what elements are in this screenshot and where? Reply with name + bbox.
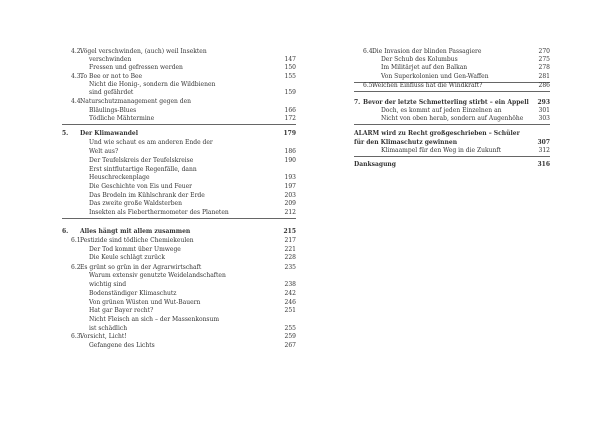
toc-entry-title: Welchen Einfluss hat die Windkraft? (372, 82, 483, 89)
toc-entry-page: 186 (284, 148, 296, 155)
toc-entry-title: für den Klimaschutz gewinnen (354, 139, 458, 146)
toc-entry (62, 227, 296, 236)
toc-entry-title: Es grünt so grün in der Agrarwirtschaft (80, 264, 202, 271)
toc-entry-number: 6.4. (363, 48, 375, 55)
toc-entry-title: Pestizide sind tödliche Chemiekeulen (80, 237, 194, 244)
toc-entry (62, 97, 296, 106)
toc-entry-title: Vögel verschwinden, (auch) weil Insekten (80, 48, 207, 55)
toc-entry (354, 129, 550, 138)
toc-entry-page: 215 (283, 228, 296, 235)
toc-entry-number: 4.3. (71, 73, 83, 80)
toc-entry-page: 278 (538, 64, 550, 71)
toc-entry-page: 316 (537, 161, 550, 168)
toc-entry-page: 286 (538, 82, 550, 89)
toc-entry (62, 88, 296, 97)
toc-entry-title: Naturschutzmanagement gegen den (80, 98, 192, 105)
toc-entry-page: 235 (284, 264, 296, 271)
toc-entry-number: 6.2. (71, 264, 83, 271)
toc-entry-page: 251 (284, 307, 296, 314)
toc-entry-title: Klimaampel für den Weg in die Zukunft (381, 147, 502, 154)
toc-entry-page: 303 (538, 115, 550, 122)
toc-entry (62, 138, 296, 147)
toc-entry-title: Tödliche Mähtermine (89, 115, 155, 122)
toc-entry-number: 6.3. (71, 333, 83, 340)
toc-entry (62, 129, 296, 138)
toc-entry (354, 146, 550, 155)
toc-entry-title: wichtig sind (89, 281, 127, 288)
toc-entry-title: Hat gar Bayer recht? (89, 307, 154, 314)
toc-entry (354, 63, 550, 72)
toc-entry-number: 5. (62, 130, 69, 137)
toc-entry-page: 197 (284, 183, 296, 190)
toc-entry-title: Alles hängt mit allem zusammen (80, 228, 191, 235)
toc-entry-title: Die Keule schlägt zurück (89, 254, 166, 261)
toc-entry (62, 147, 296, 156)
toc-entry (62, 173, 296, 182)
toc-entry-title: ist schädlich (89, 325, 128, 332)
toc-entry (62, 199, 296, 208)
toc-entry-number: 6.5. (363, 82, 375, 89)
toc-entry-title: To Bee or not to Bee (80, 73, 143, 80)
toc-entry-title: Und wie schaut es am anderen Ende der (89, 139, 213, 146)
toc-entry-title: Im Militärjet auf den Balkan (381, 64, 468, 71)
divider-rule (354, 91, 550, 92)
toc-entry-page: 221 (284, 246, 296, 253)
toc-entry-title: Gefangene des Lichts (89, 342, 155, 349)
toc-entry-title: Welt aus? (89, 148, 119, 155)
toc-entry-title: Insekten als Fieberthermometer des Planeten (89, 209, 229, 216)
toc-entry-title: Nicht die Honig-, sondern die Wildbienen (89, 81, 216, 88)
toc-entry-title: Doch, es kommt auf jeden Einzelnen an (381, 107, 502, 114)
toc-entry-page: 242 (284, 290, 296, 297)
toc-entry-page: 190 (284, 157, 296, 164)
toc-entry-page: 217 (284, 237, 296, 244)
toc-entry-number: 4.4. (71, 98, 83, 105)
toc-entry (62, 280, 296, 289)
toc-entry-title: verschwinden (89, 56, 132, 63)
toc-entry-page: 270 (538, 48, 550, 55)
toc-entry-page: 312 (538, 147, 550, 154)
toc-entry (62, 271, 296, 280)
toc-entry-page: 193 (284, 174, 296, 181)
toc-entry-page: 212 (284, 209, 296, 216)
toc-entry-title: Warum extensiv genutzte Weidelandschaften (89, 272, 226, 279)
toc-entry (62, 289, 296, 298)
toc-entry-page: 203 (284, 192, 296, 199)
toc-entry-title: Das Brodeln im Kühlschrank der Erde (89, 192, 205, 199)
toc-entry (354, 114, 550, 123)
toc-entry-title: Die Geschichte von Eis und Feuer (89, 183, 193, 190)
toc-entry-page: 238 (284, 281, 296, 288)
toc-entry-title: Erst sintflutartige Regenfälle, dann (89, 166, 197, 173)
toc-entry (62, 114, 296, 123)
toc-entry (62, 182, 296, 191)
toc-entry-page: 301 (538, 107, 550, 114)
toc-entry-page: 209 (284, 200, 296, 207)
toc-entry-page: 147 (284, 56, 296, 63)
toc-entry (62, 315, 296, 324)
toc-entry-title: Das zweite große Waldsterben (89, 200, 182, 207)
toc-entry-title: Der Schub des Kolumbus (381, 56, 458, 63)
toc-entry-page: 246 (284, 299, 296, 306)
toc-entry-page: 255 (284, 325, 296, 332)
toc-entry-page: 293 (537, 99, 550, 106)
toc-entry-page: 259 (284, 333, 296, 340)
toc-entry-page: 172 (284, 115, 296, 122)
toc-entry-page: 166 (284, 107, 296, 114)
toc-entry (354, 72, 550, 81)
toc-entry (62, 156, 296, 165)
divider-rule (62, 124, 296, 125)
toc-entry (354, 81, 550, 90)
toc-entry-title: Von grünen Wüsten und Wut-Bauern (89, 299, 201, 306)
toc-entry (62, 208, 296, 217)
toc-entry-page: 179 (283, 130, 296, 137)
toc-entry-page: 281 (538, 73, 550, 80)
divider-rule (62, 218, 296, 219)
toc-entry-title: Nicht von oben herab, sondern auf Augenhöhe (381, 115, 524, 122)
toc-entry-page: 150 (284, 64, 296, 71)
toc-entry-title: Danksagung (354, 161, 396, 168)
toc-entry-title: Der Teufelskreis der Teufelskreise (89, 157, 194, 164)
toc-entry-title: Der Klimawandel (80, 130, 138, 137)
toc-entry-page: 307 (537, 139, 550, 146)
divider-rule (354, 156, 550, 157)
toc-entry-number: 6. (62, 228, 69, 235)
toc-entry-title: Bodenständiger Klimaschutz (89, 290, 177, 297)
toc-entry-title: Der Tod kommt über Umwege (89, 246, 181, 253)
toc-entry-number: 6.1. (71, 237, 83, 244)
toc-entry-title: Vorsicht, Licht! (80, 333, 127, 340)
toc-entry-title: Fressen und gefressen werden (89, 64, 183, 71)
toc-entry (62, 63, 296, 72)
toc-entry (354, 160, 550, 169)
toc-entry-page: 159 (284, 89, 296, 96)
toc-entry-page: 155 (284, 73, 296, 80)
toc-entry (62, 341, 296, 350)
toc-entry (62, 306, 296, 315)
toc-entry-title: ALARM wird zu Recht großgeschrieben – Schüler (354, 130, 520, 137)
toc-entry-number: 7. (354, 99, 361, 106)
toc-entry-title: Bevor der letzte Schmetterling stirbt – ein Appell (363, 99, 529, 106)
toc-entry-title: Heuschreckenplage (89, 174, 150, 181)
toc-entry (62, 332, 296, 341)
toc-entry-title: Nicht Fleisch an sich – der Massenkonsum (89, 316, 220, 323)
divider-rule (354, 124, 550, 125)
toc-entry-page: 228 (284, 254, 296, 261)
toc-entry-page: 267 (284, 342, 296, 349)
toc-entry-number: 4.2. (71, 48, 83, 55)
toc-entry-title: sind gefährdet (89, 89, 134, 96)
toc-entry (62, 236, 296, 245)
toc-entry-page: 275 (538, 56, 550, 63)
toc-entry (62, 253, 296, 262)
toc-entry-title: Bläulings-Blues (89, 107, 137, 114)
toc-entry-title: Von Superkolonien und Gen-Waffen (381, 73, 489, 80)
toc-entry-title: Die Invasion der blinden Passagiere (372, 48, 482, 55)
